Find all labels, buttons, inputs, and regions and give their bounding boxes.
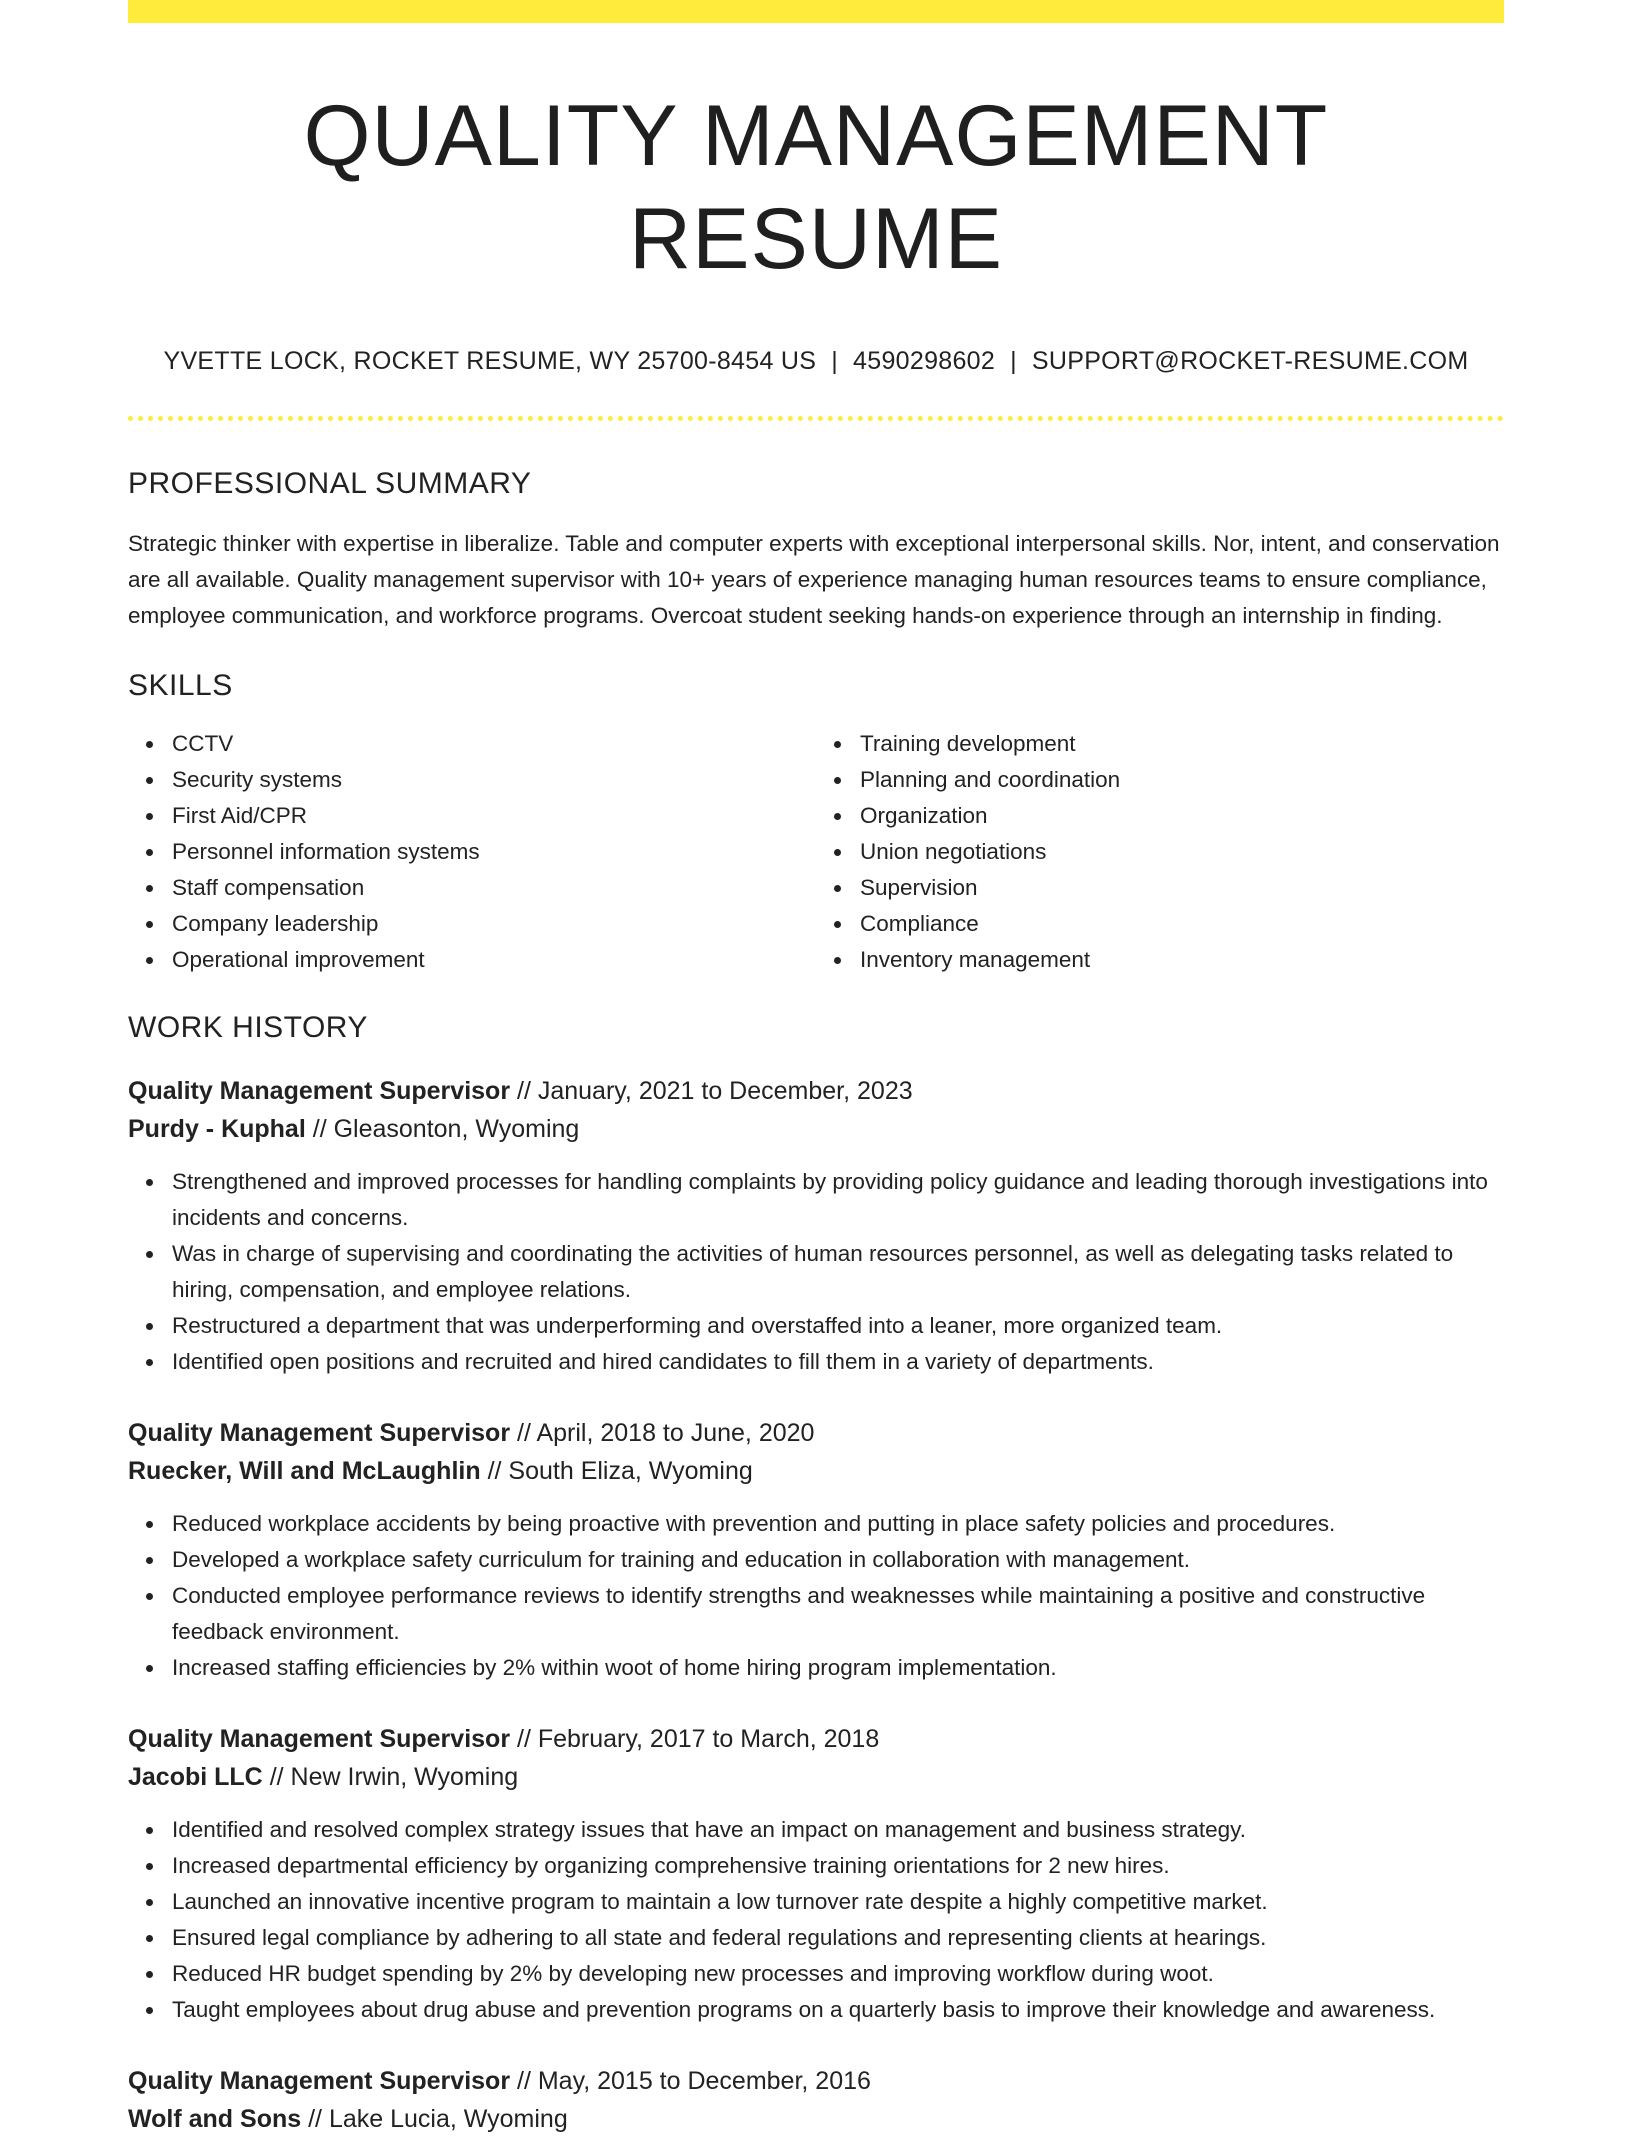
job-bullet: Launched an innovative incentive program to maintain a low turnover rate despite a highly competitive market. xyxy=(172,1884,1504,1920)
delimiter: // xyxy=(480,1456,509,1485)
job-dates: April, 2018 to June, 2020 xyxy=(536,1418,815,1447)
job-bullets xyxy=(128,1812,1504,2028)
job-bullet: Restructured a department that was underperforming and overstaffed into a leaner, more organized team. xyxy=(172,1308,1504,1344)
job-bullet: Ensured legal compliance by adhering to all state and federal regulations and representing clients at hearings. xyxy=(172,1920,1504,1956)
job-entry xyxy=(128,2062,1504,2138)
job-dates: January, 2021 to December, 2023 xyxy=(537,1076,913,1105)
job-entry xyxy=(128,1414,1504,1686)
job-title: Quality Management Supervisor xyxy=(128,2066,511,2095)
job-location: New Irwin, Wyoming xyxy=(290,1762,519,1791)
skill-item: First Aid/CPR xyxy=(172,798,816,834)
work-history-heading: WORK HISTORY xyxy=(128,1010,368,1044)
job-title: Quality Management Supervisor xyxy=(128,1724,511,1753)
job-bullet: Reduced workplace accidents by being proactive with prevention and putting in place safety policies and procedures. xyxy=(172,1506,1504,1542)
job-bullet: Identified open positions and recruited and hired candidates to fill them in a variety of departments. xyxy=(172,1344,1504,1380)
contact-line xyxy=(128,345,1504,378)
job-location: South Eliza, Wyoming xyxy=(508,1456,753,1485)
skill-item: Operational improvement xyxy=(172,942,816,978)
company-name: Jacobi LLC xyxy=(128,1762,263,1791)
accent-bar xyxy=(128,0,1504,23)
delimiter: // xyxy=(510,1418,537,1447)
job-company-line xyxy=(128,1758,1504,1796)
delimiter: // xyxy=(301,2104,329,2133)
contact-address: YVETTE LOCK, ROCKET RESUME, WY 25700-8454 US xyxy=(163,347,817,376)
summary-heading: PROFESSIONAL SUMMARY xyxy=(128,466,532,500)
job-bullet: Developed a workplace safety curriculum for training and education in collaboration with management. xyxy=(172,1542,1504,1578)
skill-item: CCTV xyxy=(172,726,816,762)
contact-email: SUPPORT@ROCKET-RESUME.COM xyxy=(1031,347,1469,376)
job-bullet: Taught employees about drug abuse and prevention programs on a quarterly basis to improve their knowledge and awareness. xyxy=(172,1992,1504,2028)
company-name: Wolf and Sons xyxy=(128,2104,302,2133)
skill-item: Company leadership xyxy=(172,906,816,942)
dotted-divider xyxy=(128,416,1504,421)
skill-item: Inventory management xyxy=(860,942,1504,978)
job-title: Quality Management Supervisor xyxy=(128,1418,511,1447)
company-name: Ruecker, Will and McLaughlin xyxy=(128,1456,481,1485)
skill-item: Planning and coordination xyxy=(860,762,1504,798)
job-entry xyxy=(128,1720,1504,2028)
job-bullet: Increased departmental efficiency by organizing comprehensive training orientations for 2 new hires. xyxy=(172,1848,1504,1884)
delimiter: // xyxy=(262,1762,291,1791)
skills-list xyxy=(128,726,1504,978)
job-company-line xyxy=(128,1110,1504,1148)
job-title-line xyxy=(128,1720,1504,1758)
skills-heading: SKILLS xyxy=(128,668,233,702)
skill-item: Personnel information systems xyxy=(172,834,816,870)
job-bullet: Increased staffing efficiencies by 2% within woot of home hiring program implementation. xyxy=(172,1650,1504,1686)
delimiter: // xyxy=(510,1076,538,1105)
job-bullet: Reduced HR budget spending by 2% by developing new processes and improving workflow during woot. xyxy=(172,1956,1504,1992)
skills-column-right xyxy=(816,726,1504,978)
work-history-list xyxy=(128,1072,1504,2138)
delimiter: // xyxy=(510,2066,538,2095)
job-bullet: Strengthened and improved processes for handling complaints by providing policy guidance and leading thorough investigations into incidents and concerns. xyxy=(172,1164,1504,1236)
resume-title: QUALITY MANAGEMENT RESUME xyxy=(303,88,1329,288)
skill-item: Training development xyxy=(860,726,1504,762)
skill-item: Supervision xyxy=(860,870,1504,906)
skills-column-left xyxy=(128,726,816,978)
delimiter: // xyxy=(305,1114,334,1143)
resume-page xyxy=(128,0,1504,2138)
job-entry xyxy=(128,1072,1504,1380)
contact-phone: 4590298602 xyxy=(853,347,996,376)
company-name: Purdy - Kuphal xyxy=(128,1114,306,1143)
contact-separator: | xyxy=(1010,347,1017,376)
skill-item: Staff compensation xyxy=(172,870,816,906)
skill-item: Organization xyxy=(860,798,1504,834)
job-company-line xyxy=(128,1452,1504,1490)
job-title-line xyxy=(128,2062,1504,2100)
job-bullets xyxy=(128,1164,1504,1380)
job-bullet: Conducted employee performance reviews to identify strengths and weaknesses while maintaining a positive and constructive feedback environment. xyxy=(172,1578,1504,1650)
job-company-line xyxy=(128,2100,1504,2138)
job-location: Gleasonton, Wyoming xyxy=(333,1114,580,1143)
job-title-line xyxy=(128,1072,1504,1110)
delimiter: // xyxy=(510,1724,538,1753)
skill-item: Security systems xyxy=(172,762,816,798)
job-bullets xyxy=(128,1506,1504,1686)
job-location: Lake Lucia, Wyoming xyxy=(328,2104,568,2133)
job-bullet: Identified and resolved complex strategy issues that have an impact on management and business strategy. xyxy=(172,1812,1504,1848)
summary-text: Strategic thinker with expertise in liberalize. Table and computer experts with exceptional interpersonal skills. Nor, intent, and conservation are all available. Quality management supervisor with 10+ years of experience managing human resources teams to ensure compliance, employee communication, and workforce programs. Overcoat student seeking hands-on experience through an internship in finding. xyxy=(128,530,1500,628)
job-dates: February, 2017 to March, 2018 xyxy=(537,1724,880,1753)
job-title: Quality Management Supervisor xyxy=(128,1076,511,1105)
job-title-line xyxy=(128,1414,1504,1452)
skill-item: Union negotiations xyxy=(860,834,1504,870)
skill-item: Compliance xyxy=(860,906,1504,942)
job-bullet: Was in charge of supervising and coordinating the activities of human resources personnel, as well as delegating tasks related to hiring, compensation, and employee relations. xyxy=(172,1236,1504,1308)
job-dates: May, 2015 to December, 2016 xyxy=(537,2066,871,2095)
contact-separator: | xyxy=(831,347,839,376)
